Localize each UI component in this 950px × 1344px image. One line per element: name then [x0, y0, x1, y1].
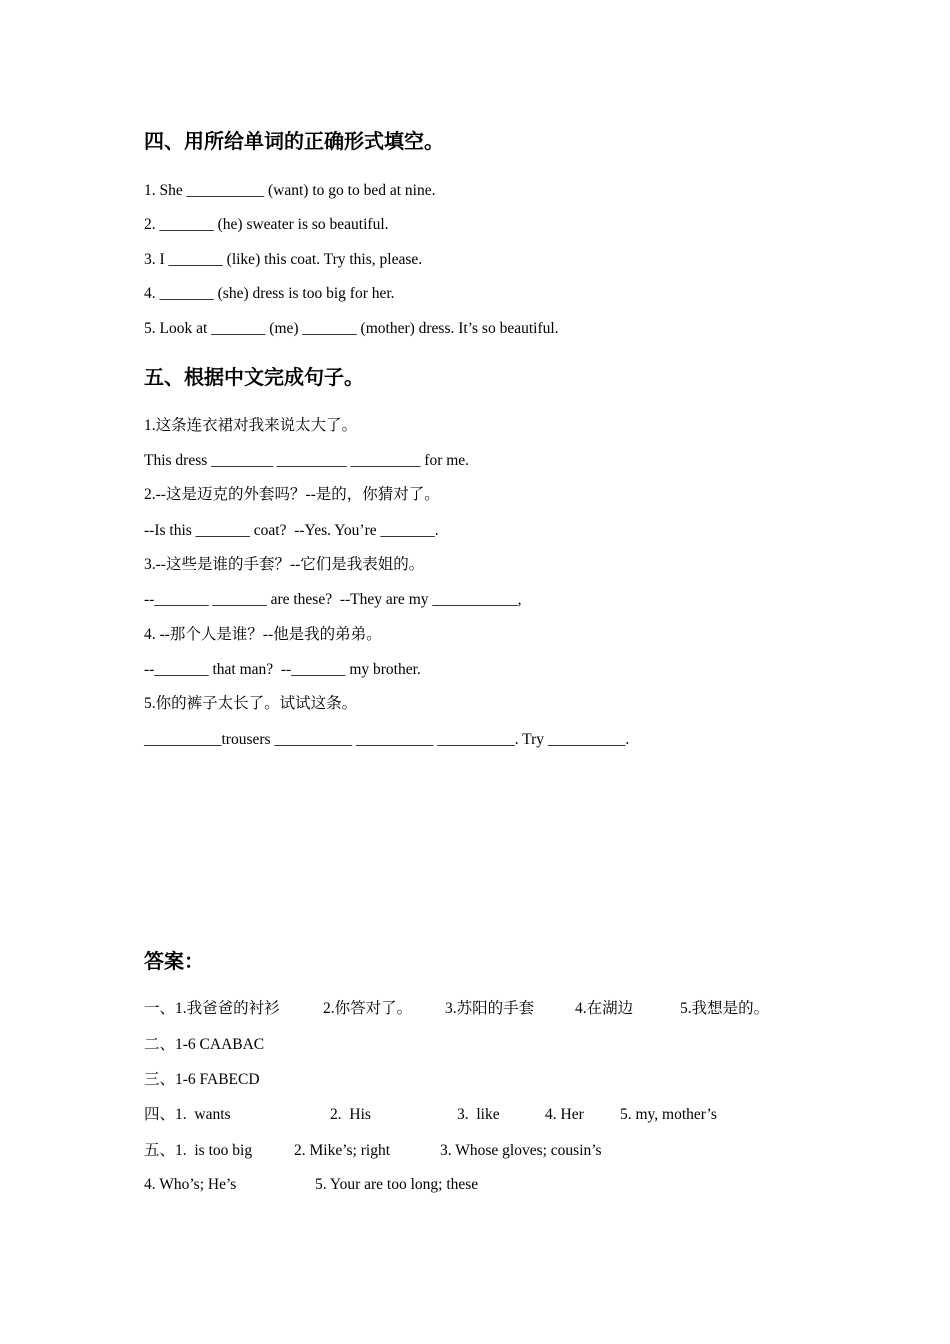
- section4-item-5: 5. Look at _______ (me) _______ (mother) dress. It’s so beautiful.: [144, 320, 559, 337]
- section5-line-2: This dress ________ _________ _________ for me.: [144, 452, 470, 469]
- section4-item-2: 2. _______ (he) sweater is so beautiful.: [144, 216, 389, 233]
- answer-1-1: 一、1.我爸爸的衬衫: [144, 1000, 280, 1017]
- answer-5-3: 3. Whose gloves; cousin’s: [440, 1142, 602, 1159]
- answer-4-3: 3. like: [457, 1106, 500, 1123]
- answer-4-4: 4. Her: [545, 1106, 584, 1123]
- section5-line-6: --_______ _______ are these? --They are my ___________,: [144, 591, 522, 608]
- answers-row-3: 三、1-6 FABECD: [144, 1071, 260, 1088]
- answer-5-1: 五、1. is too big: [144, 1142, 253, 1159]
- answer-4-2: 2. His: [330, 1106, 371, 1123]
- section5-line-4: --Is this _______ coat? --Yes. You’re _______.: [144, 522, 439, 539]
- section5-heading: 五、根据中文完成句子。: [144, 365, 364, 389]
- answer-5-2: 2. Mike’s; right: [294, 1142, 391, 1159]
- section4-item-3: 3. I _______ (like) this coat. Try this, please.: [144, 251, 423, 268]
- answer-1-3: 3.苏阳的手套: [445, 1000, 535, 1017]
- answer-6-2: 5. Your are too long; these: [315, 1176, 479, 1193]
- answer-1-5: 5.我想是的。: [680, 1000, 770, 1017]
- section5-line-7: 4. --那个人是谁？--他是我的弟弟。: [144, 626, 382, 643]
- answers-row-2: 二、1-6 CAABAC: [144, 1036, 265, 1053]
- section4-item-1: 1. She __________ (want) to go to bed at nine.: [144, 182, 436, 199]
- answer-4-1: 四、1. wants: [144, 1106, 231, 1123]
- section5-line-10: __________trousers __________ __________ __________. Try __________.: [144, 731, 630, 748]
- section5-line-5: 3.--这些是谁的手套？--它们是我表姐的。: [144, 556, 425, 573]
- answer-6-1: 4. Who’s; He’s: [144, 1176, 237, 1193]
- section4-heading: 四、用所给单词的正确形式填空。: [144, 129, 444, 153]
- answer-4-5: 5. my, mother’s: [620, 1106, 717, 1123]
- section5-line-1: 1.这条连衣裙对我来说太大了。: [144, 417, 358, 434]
- section5-line-8: --_______ that man? --_______ my brother.: [144, 661, 421, 678]
- section5-line-3: 2.--这是迈克的外套吗？--是的，你猜对了。: [144, 486, 440, 503]
- section4-item-4: 4. _______ (she) dress is too big for her.: [144, 285, 395, 302]
- answers-heading: 答案：: [144, 949, 204, 973]
- section5-line-9: 5.你的裤子太长了。试试这条。: [144, 695, 358, 712]
- answer-1-4: 4.在湖边: [575, 1000, 634, 1017]
- answer-1-2: 2.你答对了。: [323, 1000, 413, 1017]
